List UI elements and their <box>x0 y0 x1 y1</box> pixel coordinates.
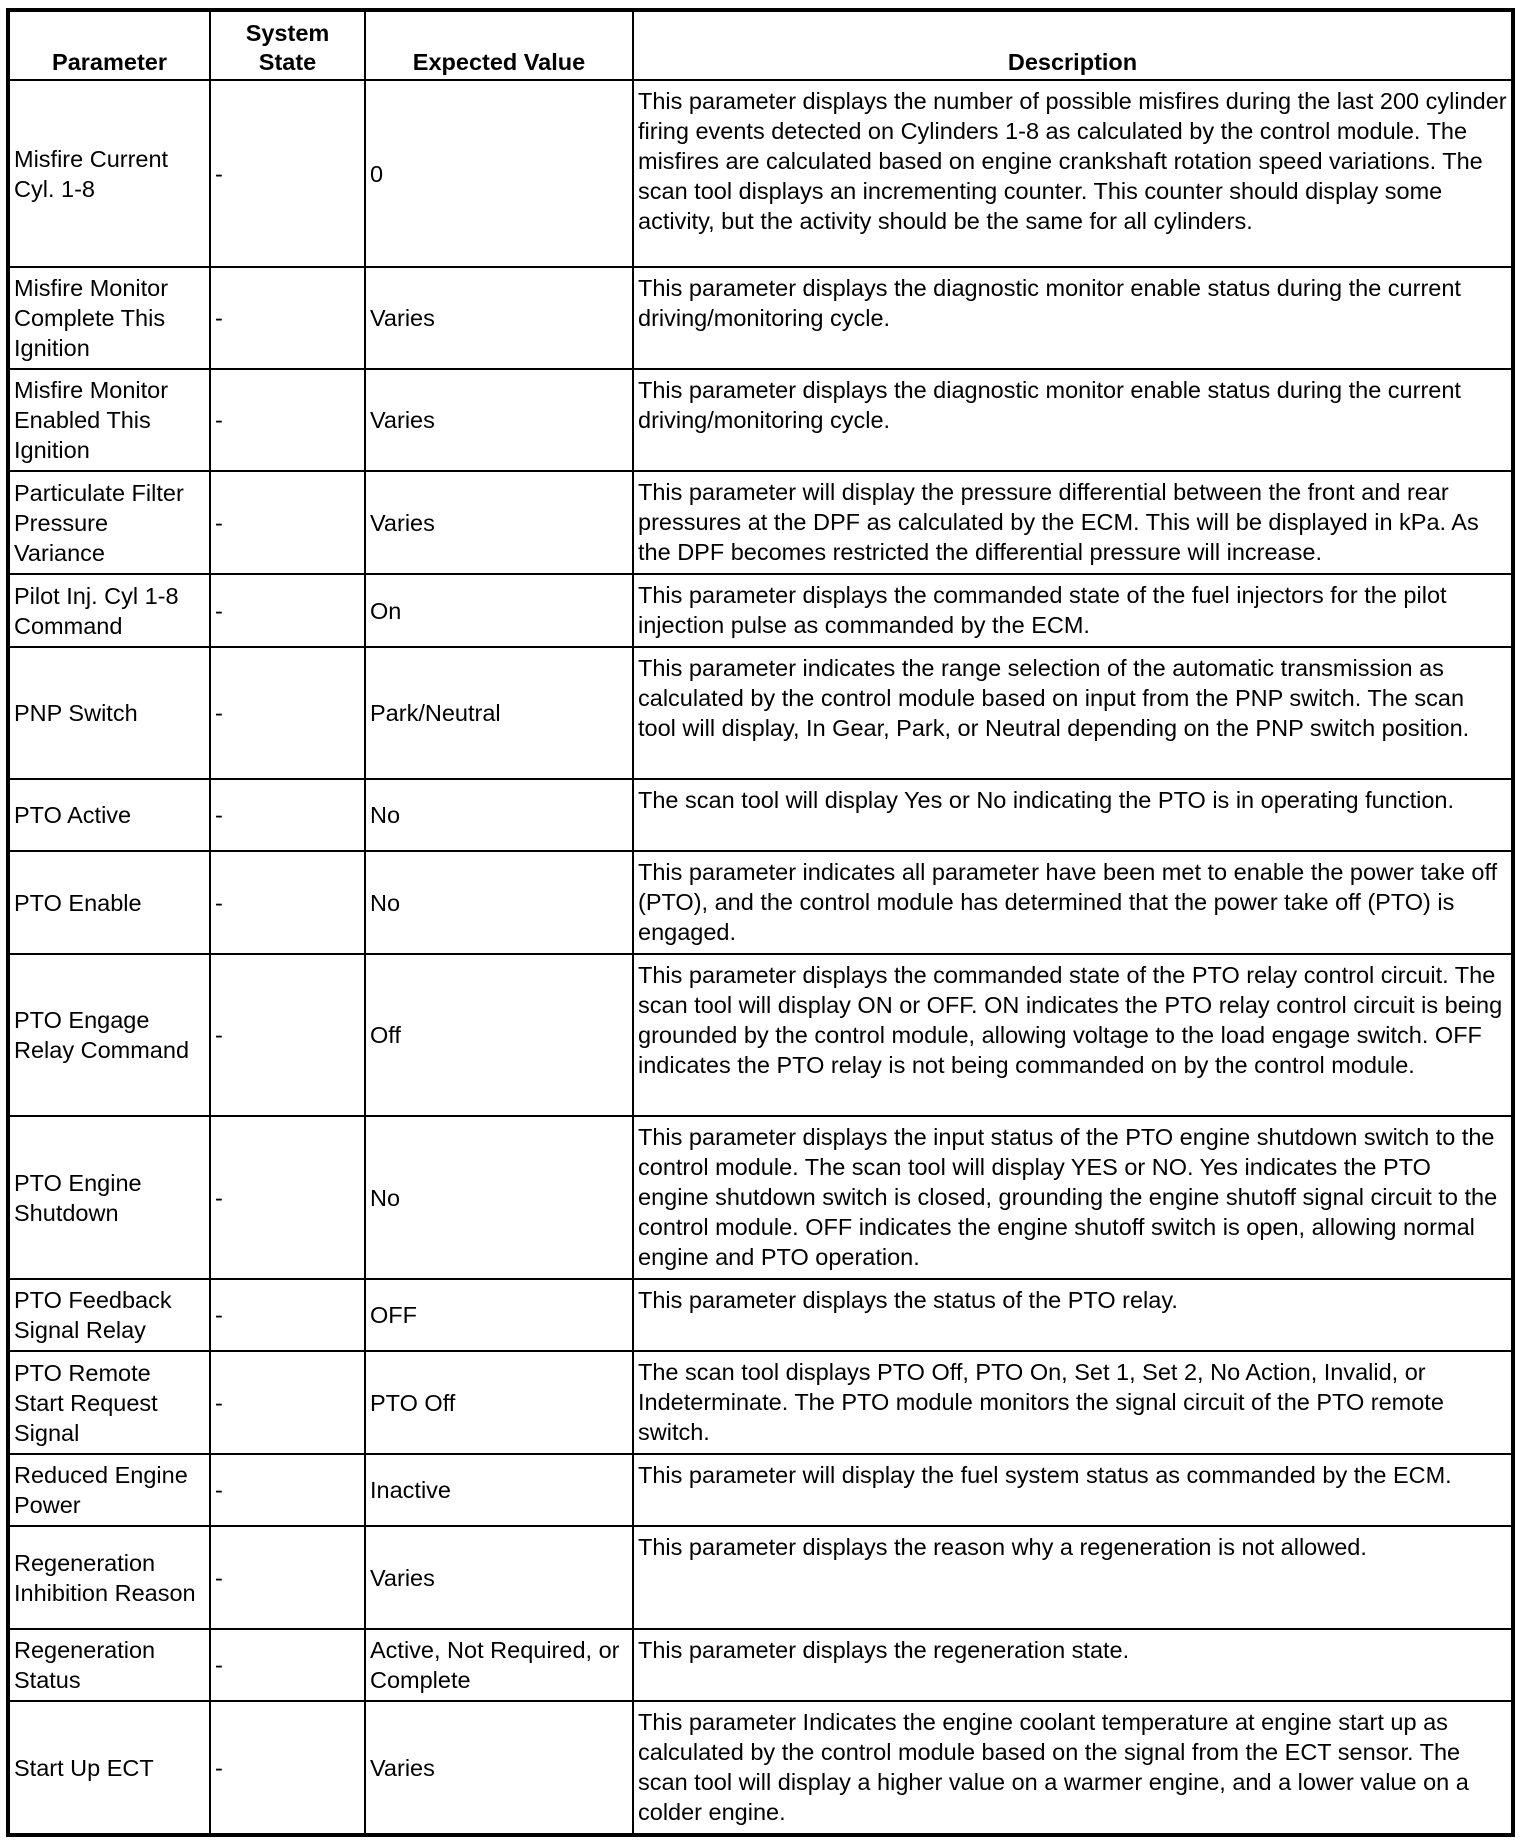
cell-parameter: Misfire Monitor Enabled This Ignition <box>8 369 210 471</box>
cell-description: This parameter displays the diagnostic monitor enable status during the current driving/monitoring cycle. <box>633 267 1513 369</box>
cell-parameter: PTO Remote Start Request Signal <box>8 1351 210 1454</box>
cell-expected-value: Inactive <box>365 1454 633 1526</box>
cell-parameter: Particulate Filter Pressure Variance <box>8 471 210 574</box>
cell-system-state: - <box>210 1526 365 1629</box>
header-expected-value: Expected Value <box>365 10 633 80</box>
table-row <box>8 647 1513 779</box>
header-row <box>8 10 1513 80</box>
cell-system-state: - <box>210 1454 365 1526</box>
cell-expected-value: Off <box>365 954 633 1116</box>
cell-system-state: - <box>210 779 365 851</box>
cell-system-state: - <box>210 954 365 1116</box>
cell-system-state: - <box>210 80 365 267</box>
cell-expected-value: Active, Not Required, or Complete <box>365 1629 633 1701</box>
cell-system-state: - <box>210 1279 365 1351</box>
cell-expected-value: Varies <box>365 1701 633 1835</box>
cell-system-state: - <box>210 574 365 647</box>
cell-parameter: Regeneration Status <box>8 1629 210 1701</box>
cell-system-state: - <box>210 471 365 574</box>
cell-parameter: PNP Switch <box>8 647 210 779</box>
table-row <box>8 779 1513 851</box>
cell-parameter: Start Up ECT <box>8 1701 210 1835</box>
cell-description: The scan tool displays PTO Off, PTO On, Set 1, Set 2, No Action, Invalid, or Indeterminate. The PTO module monitors the signal circuit of the PTO remote switch. <box>633 1351 1513 1454</box>
table-row <box>8 267 1513 369</box>
cell-expected-value: PTO Off <box>365 1351 633 1454</box>
cell-system-state: - <box>210 647 365 779</box>
cell-system-state: - <box>210 1116 365 1279</box>
table-row <box>8 1279 1513 1351</box>
cell-system-state: - <box>210 267 365 369</box>
cell-description: This parameter indicates the range selection of the automatic transmission as calculated by the control module based on input from the PNP switch. The scan tool will display, In Gear, Park, or Neutral depending on the PNP switch position. <box>633 647 1513 779</box>
cell-parameter: Regeneration Inhibition Reason <box>8 1526 210 1629</box>
cell-description: This parameter displays the diagnostic monitor enable status during the current driving/monitoring cycle. <box>633 369 1513 471</box>
cell-description: This parameter displays the reason why a regeneration is not allowed. <box>633 1526 1513 1629</box>
cell-description: This parameter displays the input status of the PTO engine shutdown switch to the control module. The scan tool will display YES or NO. Yes indicates the PTO engine shutdown switch is closed, grounding the engine shutoff signal circuit to the control module. OFF indicates the engine shutoff switch is open, allowing normal engine and PTO operation. <box>633 1116 1513 1279</box>
header-description: Description <box>633 10 1513 80</box>
cell-expected-value: Park/Neutral <box>365 647 633 779</box>
table-row <box>8 1701 1513 1835</box>
header-system-state: System State <box>210 10 365 80</box>
cell-description: This parameter indicates all parameter have been met to enable the power take off (PTO), and the control module has determined that the power take off (PTO) is engaged. <box>633 851 1513 954</box>
table-row <box>8 574 1513 647</box>
cell-description: This parameter displays the commanded state of the fuel injectors for the pilot injection pulse as commanded by the ECM. <box>633 574 1513 647</box>
cell-expected-value: On <box>365 574 633 647</box>
cell-system-state: - <box>210 851 365 954</box>
cell-parameter: PTO Engine Shutdown <box>8 1116 210 1279</box>
cell-parameter: PTO Enable <box>8 851 210 954</box>
cell-parameter: Misfire Monitor Complete This Ignition <box>8 267 210 369</box>
cell-description: This parameter displays the number of possible misfires during the last 200 cylinder firing events detected on Cylinders 1-8 as calculated by the control module. The misfires are calculated based on engine crankshaft rotation speed variations. The scan tool displays an incrementing counter. This counter should display some activity, but the activity should be the same for all cylinders. <box>633 80 1513 267</box>
table-row <box>8 851 1513 954</box>
cell-parameter: Misfire Current Cyl. 1-8 <box>8 80 210 267</box>
cell-expected-value: Varies <box>365 369 633 471</box>
parameter-table-container <box>6 8 1511 1837</box>
table-row <box>8 369 1513 471</box>
table-row <box>8 1351 1513 1454</box>
cell-expected-value: 0 <box>365 80 633 267</box>
cell-expected-value: Varies <box>365 267 633 369</box>
cell-description: The scan tool will display Yes or No indicating the PTO is in operating function. <box>633 779 1513 851</box>
cell-system-state: - <box>210 1351 365 1454</box>
cell-description: This parameter will display the pressure differential between the front and rear pressures at the DPF as calculated by the ECM. This will be displayed in kPa. As the DPF becomes restricted the differential pressure will increase. <box>633 471 1513 574</box>
table-row <box>8 471 1513 574</box>
cell-description: This parameter displays the status of the PTO relay. <box>633 1279 1513 1351</box>
cell-parameter: PTO Engage Relay Command <box>8 954 210 1116</box>
cell-parameter: PTO Feedback Signal Relay <box>8 1279 210 1351</box>
cell-description: This parameter Indicates the engine coolant temperature at engine start up as calculated by the control module based on the signal from the ECT sensor. The scan tool will display a higher value on a warmer engine, and a lower value on a colder engine. <box>633 1701 1513 1835</box>
cell-system-state: - <box>210 369 365 471</box>
cell-expected-value: Varies <box>365 1526 633 1629</box>
cell-expected-value: OFF <box>365 1279 633 1351</box>
cell-expected-value: No <box>365 1116 633 1279</box>
cell-expected-value: No <box>365 851 633 954</box>
cell-system-state: - <box>210 1629 365 1701</box>
header-parameter: Parameter <box>8 10 210 80</box>
table-row <box>8 1116 1513 1279</box>
cell-parameter: PTO Active <box>8 779 210 851</box>
cell-parameter: Pilot Inj. Cyl 1-8 Command <box>8 574 210 647</box>
cell-description: This parameter displays the regeneration state. <box>633 1629 1513 1701</box>
cell-expected-value: Varies <box>365 471 633 574</box>
cell-parameter: Reduced Engine Power <box>8 1454 210 1526</box>
cell-description: This parameter will display the fuel system status as commanded by the ECM. <box>633 1454 1513 1526</box>
table-row <box>8 1629 1513 1701</box>
table-row <box>8 1526 1513 1629</box>
table-row <box>8 80 1513 267</box>
parameter-table <box>6 8 1515 1837</box>
table-row <box>8 954 1513 1116</box>
cell-system-state: - <box>210 1701 365 1835</box>
cell-description: This parameter displays the commanded state of the PTO relay control circuit. The scan tool will display ON or OFF. ON indicates the PTO relay control circuit is being grounded by the control module, allowing voltage to the load engage switch. OFF indicates the PTO relay is not being commanded on by the control module. <box>633 954 1513 1116</box>
table-row <box>8 1454 1513 1526</box>
cell-expected-value: No <box>365 779 633 851</box>
